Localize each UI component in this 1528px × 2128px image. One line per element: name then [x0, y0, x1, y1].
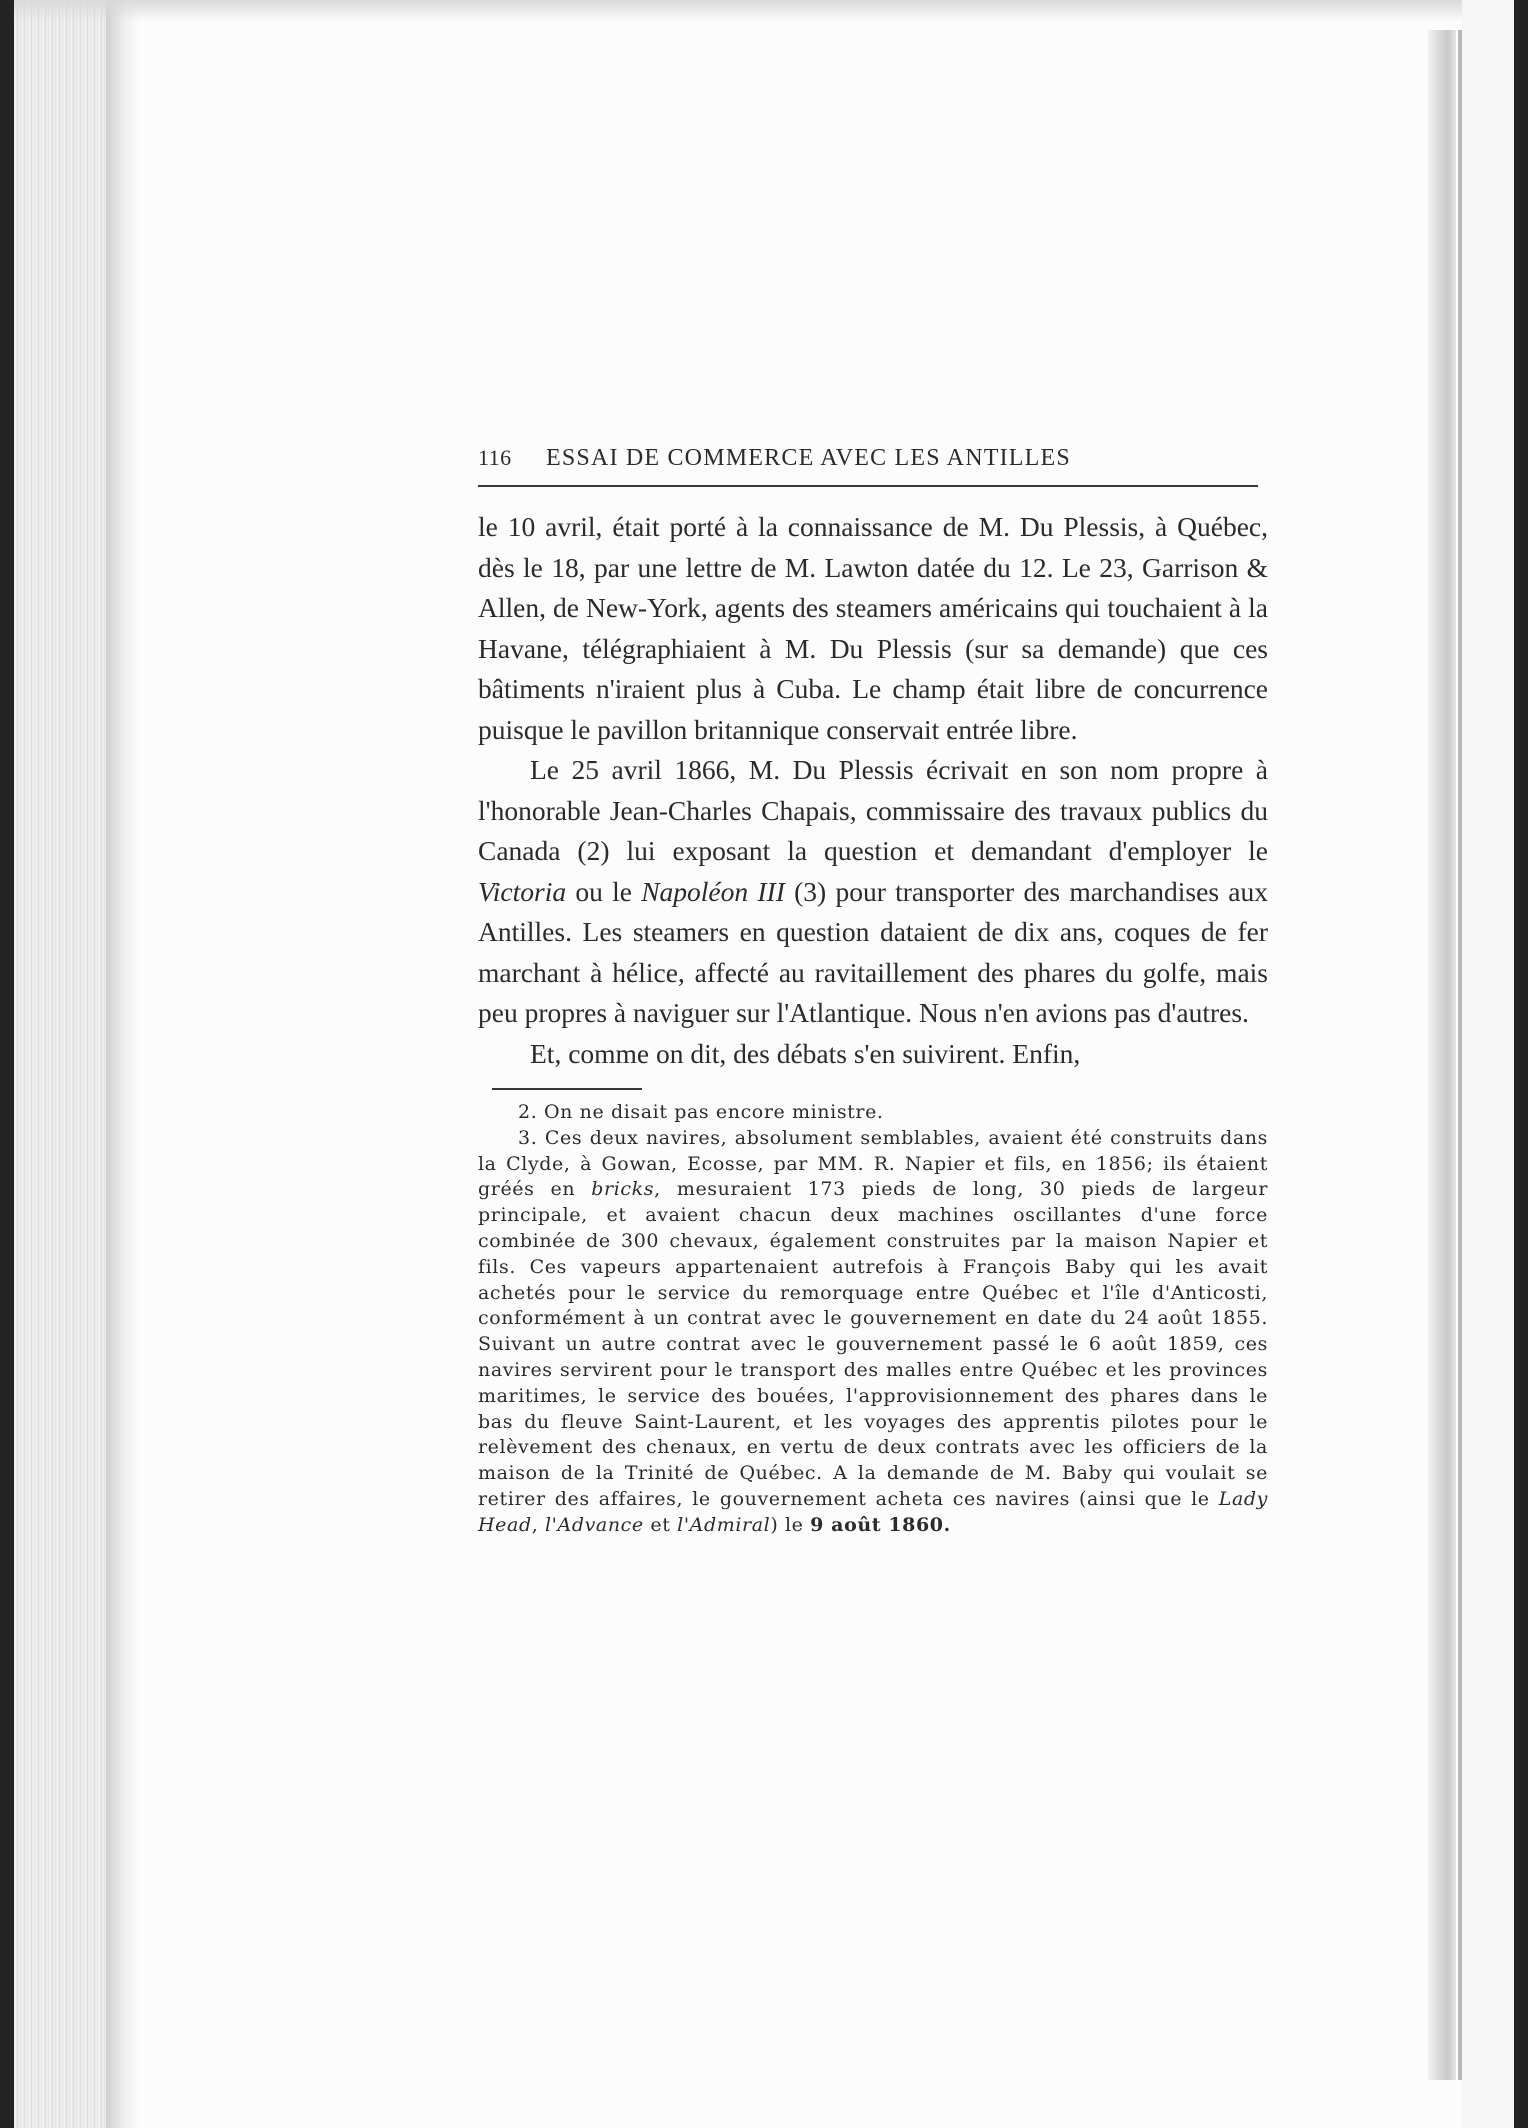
facing-page-margin [1462, 0, 1514, 2128]
paragraph-1: le 10 avril, était porté à la connaissance de M. Du Plessis, à Québec, dès le 18, par une lettre de M. Lawton datée du 12. Le 23, Garrison & Allen, de New-York, agents des steamers américains qui touchaient à la Havane, télégraphiaient à M. Du Plessis (sur sa demande) que ces bâtiments n'iraient plus à Cuba. Le champ était libre de concurrence puisque le pavillon britannique conservait entrée libre. [478, 511, 1268, 745]
footnote-3-part-e: ) le [770, 1513, 811, 1536]
page-number: 116 [478, 445, 512, 470]
ship-name-advance: l'Advance [545, 1513, 644, 1536]
footnotes [478, 1100, 1268, 1539]
book-gutter-shadow [106, 0, 138, 2128]
ship-name-admiral: l'Admiral [677, 1513, 771, 1536]
footnote-3 [478, 1126, 1268, 1539]
footnote-3-part-d: et [643, 1513, 678, 1536]
book-page-edge-right [1428, 30, 1456, 2080]
running-title: ESSAI DE COMMERCE AVEC LES ANTILLES [546, 445, 1071, 471]
footnote-rule [492, 1088, 642, 1090]
printed-page [478, 445, 1268, 1539]
page-edge-line [1458, 30, 1462, 2080]
scan-border-right [1514, 0, 1528, 2128]
paragraph-2-part-b: ou le [566, 875, 642, 907]
running-head [478, 445, 1268, 481]
footnote-3-bricks: bricks [591, 1178, 655, 1201]
scan-border-left [0, 0, 14, 2128]
footnote-3-part-a: 3. Ces deux navires, absolument semblables, avaient été construits dans la Clyde, à Gowan, Ecosse, par MM. R. Napier et fils, en 1856; ils étaient gréés en [478, 1126, 1268, 1201]
book-page-edges-left [14, 0, 106, 2128]
ship-name-napoleon: Napoléon III [641, 875, 785, 907]
footnote-3-part-b: , mesuraient 173 pieds de long, 30 pieds de largeur principale, et avaient chacun deux machines oscillantes d'une force combinée de 300 chevaux, également construites par la maison Napier et fils. Ces vapeurs appartenaient autrefois à François Baby qui les avait achetés pour le service du remorquage entre Québec et l'île d'Anticosti, conformément à un contrat avec le gouvernement en date du 24 août 1855. Suivant un autre contrat avec le gouvernement passé le 6 août 1859, ces navires servirent pour le transport des malles entre Québec et les provinces maritimes, le service des bouées, l'approvisionnement des phares dans le bas du fleuve Saint-Laurent, et les voyages des apprentis pilotes pour le relèvement des chenaux, en vertu de deux contrats avec les officiers de la maison de la Trinité de Québec. A la demande de M. Baby qui voulait se retirer des affaires, le gouvernement acheta ces navires (ainsi que le [478, 1178, 1268, 1510]
ship-name-lady-head: Lady Head [478, 1487, 1268, 1536]
footnote-3-date: 9 août 1860. [810, 1513, 951, 1536]
paragraph-2 [478, 750, 1268, 1034]
paragraph-2-part-c: (3) pour transporter des marchandises aux Antilles. Les steamers en question dataient de dix ans, coques de fer marchant à hélice, affecté au ravitaillement des phares du golfe, mais peu propres à naviguer sur l'Atlantique. Nous n'en avions pas d'autres. [478, 875, 1268, 1028]
scan-top-shadow [14, 0, 1514, 22]
ship-name-victoria: Victoria [478, 875, 567, 907]
footnote-2: 2. On ne disait pas encore ministre. [518, 1101, 884, 1123]
footnote-3-part-c: , [531, 1513, 545, 1536]
body-text [478, 507, 1268, 1074]
header-rule [478, 485, 1258, 487]
paragraph-2-part-a: Le 25 avril 1866, M. Du Plessis écrivait en son nom propre à l'honorable Jean-Charles Chapais, commissaire des travaux publics du Canada (2) lui exposant la question et demandant d'employer le [478, 754, 1268, 866]
paragraph-3: Et, comme on dit, des débats s'en suivirent. Enfin, [530, 1037, 1081, 1069]
